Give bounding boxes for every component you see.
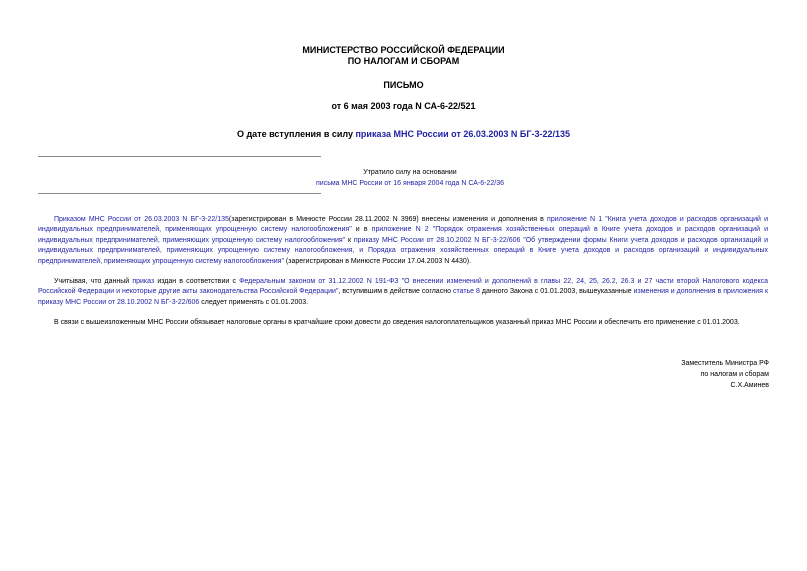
federal-law-191-link[interactable]: Федеральным законом от 31.12.2002 N 191-ФЗ "О внесении изменений и дополнений в главы 22, 24, 25, 26.2, 26.3 и 27 части второй Налогового кодекса Российской Федерации и некоторые другие акты законодательства Российской Федерации"	[38, 278, 769, 296]
status-note-line2	[300, 178, 520, 189]
article-8-link[interactable]: статье 8	[452, 288, 480, 296]
signatory-name: С.Х.Аминев	[730, 382, 769, 389]
appendix-1-link[interactable]: приложение N 1 "Книга учета доходов и расходов организаций и индивидуальных предпринимателей, применяющих упрощенную систему налогообложения"	[38, 216, 768, 234]
appendix-2-link[interactable]: приложение N 2 "Порядок отражения хозяйственных операций в Книге учета доходов и расходов организаций и индивидуальных предпринимателей, применяющих упрощенную систему налогообложения"	[38, 226, 768, 244]
document-date-number: от 6 мая 2003 года N СА-6-22/521	[331, 101, 476, 111]
paragraph-2-text-4: данного Закона с 01.01.2003, вышеуказанные	[479, 288, 634, 296]
order-link[interactable]: приказ	[132, 278, 155, 285]
paragraph-2-text-1: Учитывая, что данный	[54, 278, 133, 285]
signatory-title: Заместитель Министра РФ	[681, 360, 769, 367]
paragraph-2	[38, 277, 768, 308]
ministry-title-line1: МИНИСТЕРСТВО РОССИЙСКОЙ ФЕДЕРАЦИИ	[302, 45, 505, 55]
status-note-text: Утратило силу на основании	[363, 169, 457, 176]
document-type: ПИСЬМО	[383, 80, 424, 90]
paragraph-2-text-3: , вступившим в действие согласно	[338, 288, 453, 296]
document-subject	[0, 129, 807, 140]
repealing-letter-link[interactable]: письма МНС России от 16 января 2004 года N СА-6-22/36	[316, 180, 504, 187]
paragraph-1-text-2: и в	[351, 226, 372, 234]
signatory-department: по налогам и сборам	[700, 371, 769, 378]
ministry-title-line2: ПО НАЛОГАМ И СБОРАМ	[347, 56, 460, 66]
paragraph-1-text-3: к	[345, 236, 354, 244]
paragraph-3: В связи с вышеизложенным МНС России обязывает налоговые органы в кратчайшие сроки довести до сведения налогоплательщиков указанный приказ МНС России и обеспечить его применение с 01.01.2003.	[54, 319, 740, 326]
paragraph-1-text-1: (зарегистрирован в Минюсте России 28.11.2002 N 3969) внесены изменения и дополнения в	[228, 216, 548, 223]
order-606-link[interactable]: приказу МНС России от 28.10.2002 N БГ-3-22/606 "Об утверждении формы Книги учета доходов и расходов организаций и индивидуальных предпринимателей, применяющих упрощенную систему налогообложения, и Порядка отражения хозяйственных операций в Книге учета доходов и расходов организаций и индивидуальных предпринимателей, применяющих упрощенную систему налогообложения"	[38, 236, 768, 265]
paragraph-2-text-2: издан в соответствии с	[154, 278, 240, 285]
order-135-link[interactable]: Приказом МНС России от 26.03.2003 N БГ-3-22/135	[54, 216, 229, 223]
paragraph-1-text-4: (зарегистрирован в Минюсте России 17.04.2003 N 4430).	[283, 257, 472, 265]
subject-order-link[interactable]: приказа МНС России от 26.03.2003 N БГ-3-22/135	[355, 129, 571, 139]
status-divider-top	[38, 156, 321, 157]
paragraph-1	[38, 215, 768, 267]
amendments-link[interactable]: изменения и дополнения в приложения к приказу МНС России от 28.10.2002 N БГ-3-22/606	[38, 288, 769, 306]
subject-prefix: О дате вступления в силу	[236, 129, 356, 139]
paragraph-2-text-5: следует применять с 01.01.2003.	[199, 298, 309, 306]
status-divider-bottom	[38, 193, 321, 194]
